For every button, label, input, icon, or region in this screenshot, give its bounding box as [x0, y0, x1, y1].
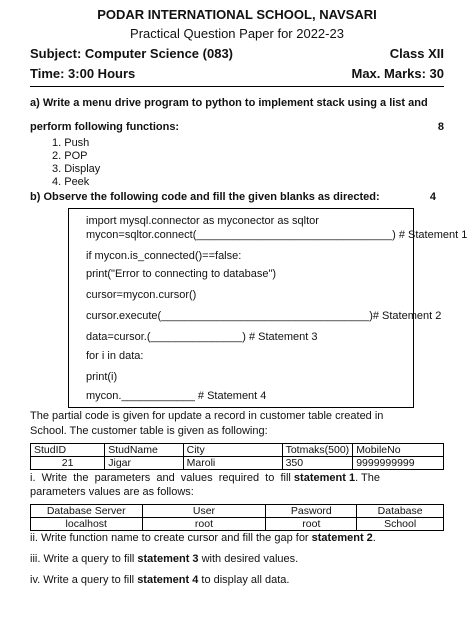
code-line: print("Error to connecting to database") [86, 268, 277, 280]
customer-table [30, 443, 444, 470]
question-i-suffix: . The [355, 472, 380, 484]
statement-ref: statement 3 [137, 553, 199, 565]
question-ii [30, 532, 376, 544]
paper-title: Practical Question Paper for 2022-23 [130, 26, 344, 41]
table-cell: 21 [31, 457, 105, 470]
table-cell: 350 [282, 457, 353, 470]
table-header-cell: StudID [31, 444, 105, 457]
table-row [31, 457, 444, 470]
table-header-cell: Totmaks(500) [282, 444, 353, 457]
code-line: if mycon.is_connected()==false: [86, 250, 242, 262]
subject-label: Subject: Computer Science (083) [30, 46, 233, 61]
table-cell: Maroli [183, 457, 282, 470]
description-line2: School. The customer table is given as following: [30, 425, 268, 437]
question-ii-text: ii. Write function name to create cursor and fill the gap for [30, 532, 312, 544]
question-ii-suffix: . [372, 532, 376, 544]
code-line: cursor=mycon.cursor() [86, 289, 197, 301]
code-line: cursor.execute(__________________________________)# Statement 2 [86, 310, 442, 322]
question-i-text: i. Write the parameters and values required to fill [30, 472, 294, 484]
question-iii-suffix: with desired values. [198, 553, 299, 565]
code-line: print(i) [86, 371, 118, 383]
time-label: Time: 3:00 Hours [30, 66, 136, 81]
question-iii [30, 553, 298, 565]
table-cell: Jigar [105, 457, 183, 470]
function-list [52, 137, 100, 189]
table-cell: localhost [31, 518, 143, 531]
table-header-row [31, 444, 444, 457]
question-iv-suffix: to display all data. [198, 574, 290, 586]
header-divider [30, 86, 444, 87]
question-iv [30, 574, 289, 586]
list-item: 1. Push [52, 137, 90, 149]
table-cell: School [357, 518, 444, 531]
table-cell: root [142, 518, 266, 531]
code-line: data=cursor.(_______________) # Statement 3 [86, 331, 318, 343]
question-a-line2: perform following functions: [30, 121, 180, 133]
question-b-marks: 4 [429, 191, 436, 203]
class-label: Class XII [389, 46, 444, 61]
question-a-line1: a) Write a menu drive program to python to implement stack using a list and [30, 97, 428, 109]
code-line: mycon.____________ # Statement 4 [86, 390, 267, 402]
table-row [31, 518, 444, 531]
list-item: 2. POP [52, 150, 88, 162]
description-line1: The partial code is given for update a record in customer table created in [30, 410, 384, 422]
list-item: 3. Display [52, 163, 101, 175]
max-marks-label: Max. Marks: 30 [351, 66, 444, 81]
code-line: import mysql.connector as myconector as sqltor [86, 215, 319, 227]
question-a-marks: 8 [437, 121, 444, 133]
table-cell: root [266, 518, 357, 531]
table-header-cell: City [183, 444, 282, 457]
question-iv-text: iv. Write a query to fill [30, 574, 138, 586]
table-header-cell: Pasword [266, 505, 357, 518]
table-header-cell: MobileNo [353, 444, 444, 457]
parameters-table [30, 504, 444, 531]
statement-ref: statement 4 [137, 574, 199, 586]
table-header-cell: Database Server [31, 505, 143, 518]
table-header-cell: StudName [105, 444, 183, 457]
school-name: PODAR INTERNATIONAL SCHOOL, NAVSARI [97, 7, 377, 22]
statement-ref: statement 1 [293, 472, 356, 484]
code-line: for i in data: [86, 350, 144, 362]
question-i-line1 [30, 472, 380, 484]
table-header-cell: Database [357, 505, 444, 518]
statement-ref: statement 2 [311, 532, 373, 544]
code-line: mycon=sqltor.connect(________________________________) # Statement 1 [86, 229, 468, 241]
question-b-line: b) Observe the following code and fill the given blanks as directed: [30, 191, 380, 203]
table-header-cell: User [142, 505, 266, 518]
question-iii-text: iii. Write a query to fill [30, 553, 138, 565]
table-cell: 9999999999 [353, 457, 444, 470]
table-header-row [31, 505, 444, 518]
question-i-line2: parameters values are as follows: [30, 486, 194, 498]
list-item: 4. Peek [52, 176, 90, 188]
